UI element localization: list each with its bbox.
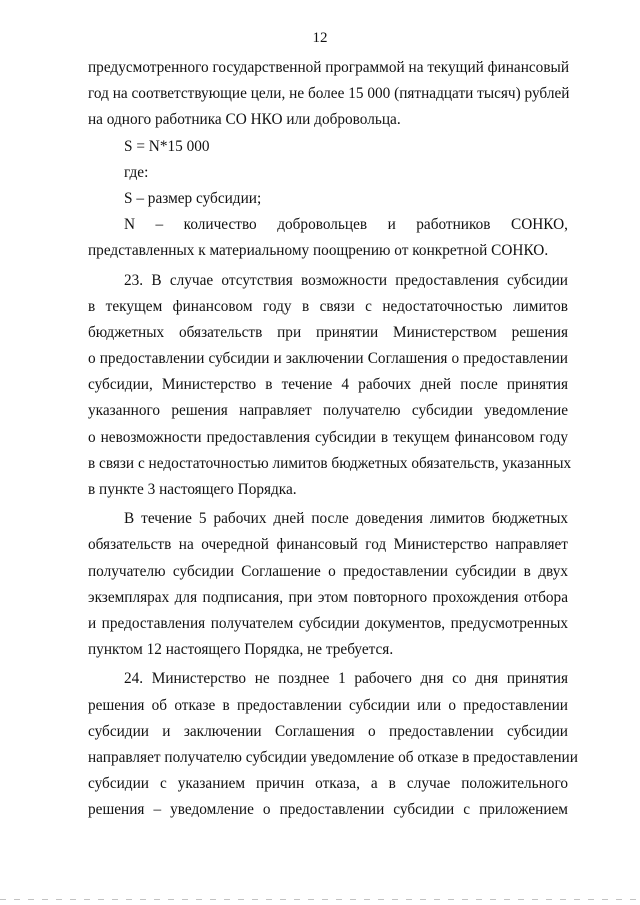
text-line: обязательств на очередной финансовый год Министерство направляет <box>88 536 568 554</box>
text-line: представленных к материальному поощрению от конкретной СОНКО. <box>88 242 549 260</box>
text-line: на одного работника СО НКО или добровольца. <box>88 111 401 129</box>
text-line: направляет получателю субсидии уведомление об отказе в предоставлении <box>88 748 578 766</box>
document-body <box>88 55 578 823</box>
text-line: экземплярах для подписания, при этом повторного прохождения отбора <box>88 588 568 606</box>
text-line: в текущем финансовом году в связи с недостаточностью лимитов <box>88 297 568 315</box>
text-line: 23. В случае отсутствия возможности предоставления субсидии <box>124 271 568 289</box>
text-line: получателю субсидии Соглашение о предоставлении субсидии в двух <box>88 562 568 580</box>
text-line: пунктом 12 настоящего Порядка, не требуется. <box>88 641 394 659</box>
text-line: бюджетных обязательств при принятии Министерством решения <box>88 323 568 341</box>
text-line: указанного решения направляет получателю субсидии уведомление <box>88 402 568 420</box>
text-line: S = N*15 000 <box>124 137 210 155</box>
text-line: и предоставления получателем субсидии документов, предусмотренных <box>88 614 568 632</box>
text-line: предусмотренного государственной программой на текущий финансовый <box>88 59 570 76</box>
text-line: год на соответствующие цели, не более 15 000 (пятнадцати тысяч) рублей <box>88 85 570 103</box>
text-line: 24. Министерство не позднее 1 рабочего дня со дня принятия <box>124 670 568 688</box>
text-line: субсидии и заключении Соглашения о предоставлении субсидии <box>88 722 568 740</box>
text-line: S – размер субсидии; <box>124 189 262 207</box>
text-line: о невозможности предоставления субсидии в текущем финансовом году <box>88 428 568 446</box>
text-line: решения об отказе в предоставлении субсидии или о предоставлении <box>88 696 568 714</box>
text-line: где: <box>124 163 149 181</box>
text-line: В течение 5 рабочих дней после доведения лимитов бюджетных <box>124 510 568 528</box>
scan-edge-artifact <box>0 899 640 900</box>
page-number: 12 <box>312 30 328 46</box>
text-line: субсидии, Министерство в течение 4 рабочих дней после принятия <box>88 376 568 394</box>
text-line: в связи с недостаточностью лимитов бюджетных обязательств, указанных <box>88 454 572 472</box>
text-line: решения – уведомление о предоставлении субсидии с приложением <box>88 801 568 819</box>
text-line: субсидии с указанием причин отказа, а в случае положительного <box>88 775 568 793</box>
text-line: в пункте 3 настоящего Порядка. <box>88 481 297 498</box>
text-line: N – количество добровольцев и работников СОНКО, <box>124 216 568 234</box>
text-line: о предоставлении субсидии и заключении Соглашения о предоставлении <box>88 350 568 368</box>
